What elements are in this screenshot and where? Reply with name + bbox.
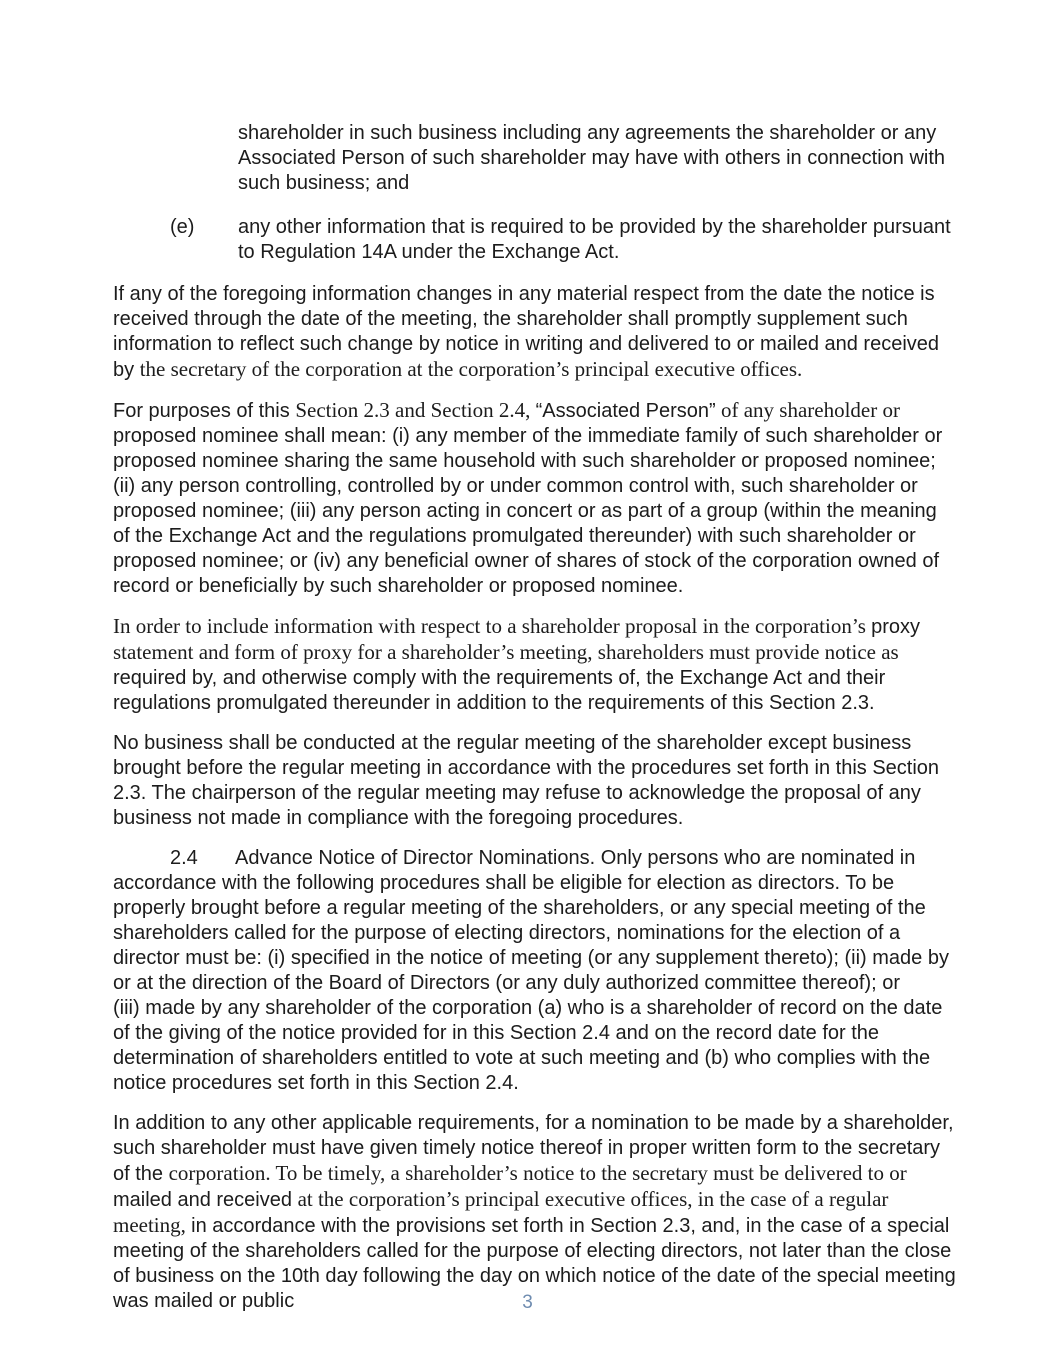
para-section-2-4-advance-notice	[113, 846, 956, 1096]
para-no-business	[113, 731, 956, 831]
para-timely-notice	[113, 1111, 956, 1314]
section-number: 2.4	[170, 847, 198, 869]
list-continuation-d	[238, 121, 956, 196]
text-run: of any shareholder or	[715, 398, 900, 422]
text-run: mailed and received	[113, 1189, 298, 1211]
text-run: “Associated Person”	[535, 400, 716, 422]
text-run: For purposes of this	[113, 400, 296, 422]
text-run: (iii) made by any shareholder of the corporation (a) who is a shareholder of record on the date of the giving of the notice provided for in this Section 2.4 and on the record date for the determination of shareholders entitled to vote at such meeting and (b) who complies with the notice procedures set forth in this Section 2.4.	[113, 997, 943, 1094]
text-run: proxy	[871, 616, 921, 638]
page-number: 3	[522, 1292, 533, 1313]
document-body	[113, 121, 956, 1329]
text-run: If any of the foregoing information changes in any material respect from the date the notice is received through the date of the meeting, the shareholder shall promptly supplement such information to reflect such change by notice in writing and delivered to or mailed and received by	[113, 283, 940, 381]
text-run: In order to include information with respect to a shareholder proposal in the corporation’s	[113, 614, 872, 638]
para-proxy-statement	[113, 614, 956, 716]
list-item-e	[113, 215, 956, 265]
text-run: In addition to any other applicable requirements, for a nomination to be made by a shareholder, such shareholder must have given timely notice thereof in proper written form to the secretary of the	[113, 1112, 954, 1185]
text-run: in accordance with the provisions set forth in Section 2.3, and, in the case of a special meeting of the shareholders called for the purpose of electing directors, not later than the close of business on the 10th day following the day on which notice of the date of the special meeting was mailed or public	[113, 1215, 956, 1312]
text-run: shareholder in such business including any agreements the shareholder or any Associated Person of such shareholder may have with others in connection with such business; and	[238, 122, 946, 194]
text-run: Advance Notice of Director Nominations. Only persons who are nominated in accordance with the following procedures shall be eligible for election as directors. To be properly brought before a regular meeting of the shareholders, or any special meeting of the shareholders called for the purpose of electing directors, nominations for the election of a director must be: (i) specified in the notice of meeting (or any supplement thereto); (ii) made by or at the direction of the Board of Directors (or any duly authorized committee thereof); or	[113, 847, 949, 994]
text-run: the secretary of the corporation at the corporation’s principal executive offices.	[139, 357, 803, 381]
text-run: at the corporation’s principal executive offices, in the case of a regular meeting,	[113, 1187, 889, 1237]
text-run: statement and form of proxy for a shareholder’s meeting, shareholders must provide notice as	[113, 640, 899, 664]
para-associated-person-definition	[113, 398, 956, 599]
text-run: Section 2.3 and Section 2.4,	[295, 398, 536, 422]
para-supplement-notice	[113, 282, 956, 383]
text-run: corporation. To be timely, a shareholder’s notice to the secretary must be delivered to or	[168, 1161, 907, 1185]
text-run: No business shall be conducted at the regular meeting of the shareholder except business brought before the regular meeting in accordance with the procedures set forth in this Section 2.3. The chairperson of the regular meeting may refuse to acknowledge the proposal of any business not made in compliance with the foregoing procedures.	[113, 732, 940, 829]
list-marker: (e)	[170, 216, 195, 238]
text-run: any other information that is required to be provided by the shareholder pursuant to Regulation 14A under the Exchange Act.	[238, 216, 951, 263]
text-run: required by, and otherwise comply with the requirements of, the Exchange Act and their regulations promulgated thereunder in addition to the requirements of this Section 2.3.	[113, 667, 886, 714]
text-run: proposed nominee shall mean: (i) any member of the immediate family of such shareholder or proposed nominee sharing the same household with such shareholder or proposed nominee; (ii) any person controlling, controlled by or under common control with, such shareholder or proposed nominee; (iii) any person acting in concert or as part of a group (within the meaning of the Exchange Act and the regulations promulgated thereunder) with such shareholder or proposed nominee; or (iv) any beneficial owner of shares of stock of the corporation owned of record or beneficially by such shareholder or proposed nominee.	[113, 425, 943, 597]
